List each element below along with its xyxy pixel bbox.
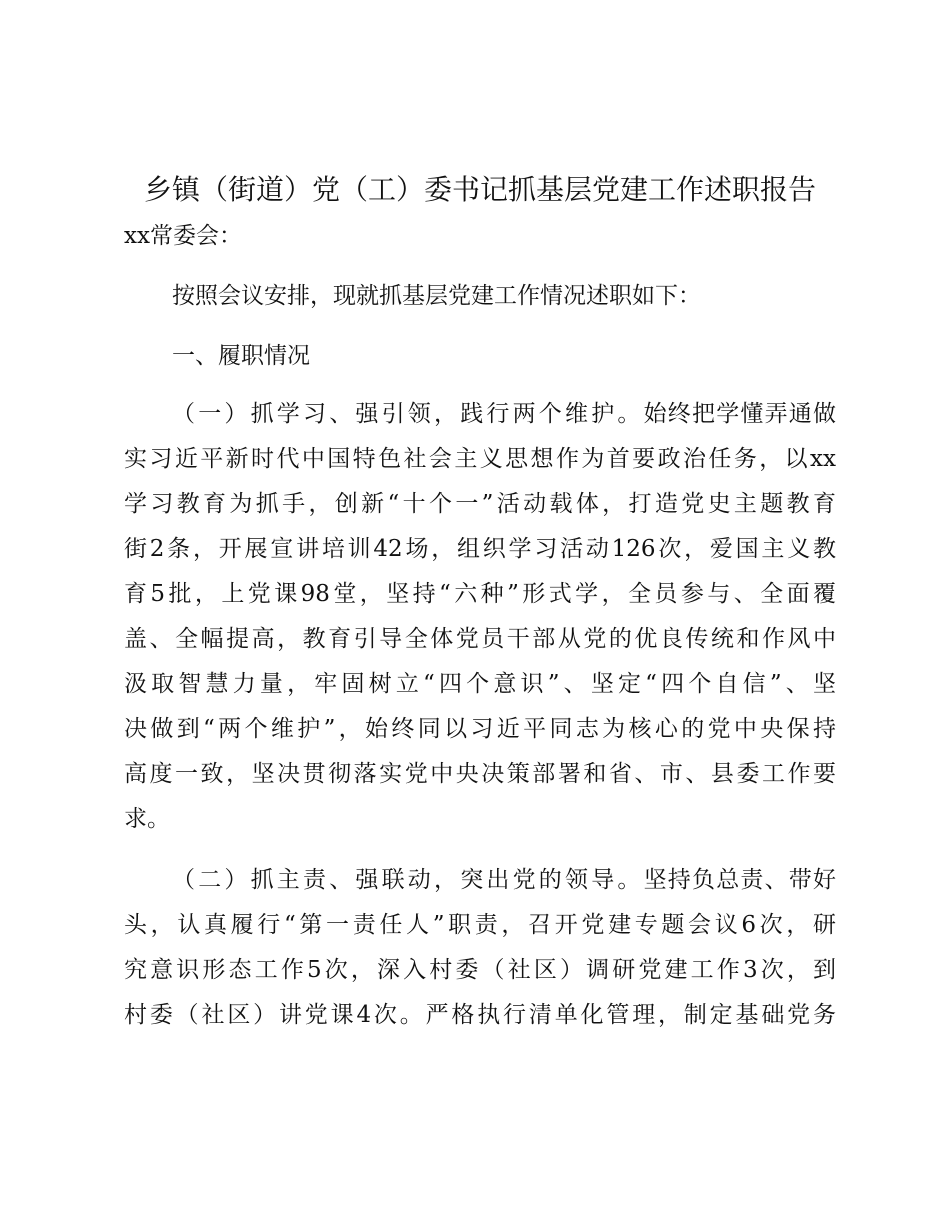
paragraph-line [124, 858, 836, 903]
paragraph-line: 村委（社区）讲党课4次。严格执行清单化管理，制定基础党务 [124, 1002, 836, 1028]
paragraph-line: 高度一致，坚决贯彻落实党中央决策部署和省、市、县委工作要 [124, 761, 836, 787]
paragraph-text: 始终把学懂弄通做 [643, 401, 836, 427]
paragraph-line: 街2条，开展宣讲培训42场，组织学习活动126次，爱国主义教 [124, 536, 836, 562]
paragraph-text: 坚持负总责、带好 [643, 867, 836, 893]
paragraph-line: 头，认真履行“第一责任人”职责，召开党建专题会议6次，研 [124, 912, 836, 938]
paragraph-subheading: （一）抓学习、强引领，践行两个维护。 [172, 401, 644, 427]
paragraph-line: 决做到“两个维护”，始终同以习近平同志为核心的党中央保持 [124, 716, 836, 742]
paragraph-line: 学习教育为抓手，创新“十个一”活动载体，打造党史主题教育 [124, 491, 836, 517]
paragraph-line [124, 392, 836, 437]
paragraph-line: 育5批，上党课98堂，坚持“六种”形式学，全员参与、全面覆 [124, 581, 836, 607]
paragraph-subheading: （二）抓主责、强联动，突出党的领导。 [172, 867, 644, 893]
intro-paragraph: 按照会议安排，现就抓基层党建工作情况述职如下： [172, 283, 701, 309]
paragraph-line: 盖、全幅提高，教育引导全体党员干部从党的优良传统和作风中 [124, 626, 836, 652]
document-title: 乡镇（街道）党（工）委书记抓基层党建工作述职报告 [143, 173, 816, 206]
paragraph-main-responsibility [124, 858, 836, 1038]
salutation: xx常委会： [124, 223, 242, 249]
paragraph-line: 究意识形态工作5次，深入村委（社区）调研党建工作3次，到 [124, 957, 836, 983]
paragraph-study-leadership [124, 392, 836, 842]
paragraph-line: 实习近平新时代中国特色社会主义思想作为首要政治任务，以xx [124, 446, 836, 472]
paragraph-line: 汲取智慧力量，牢固树立“四个意识”、坚定“四个自信”、坚 [124, 671, 836, 697]
paragraph-line: 求。 [124, 806, 170, 832]
section-heading-performance: 一、履职情况 [172, 343, 310, 369]
